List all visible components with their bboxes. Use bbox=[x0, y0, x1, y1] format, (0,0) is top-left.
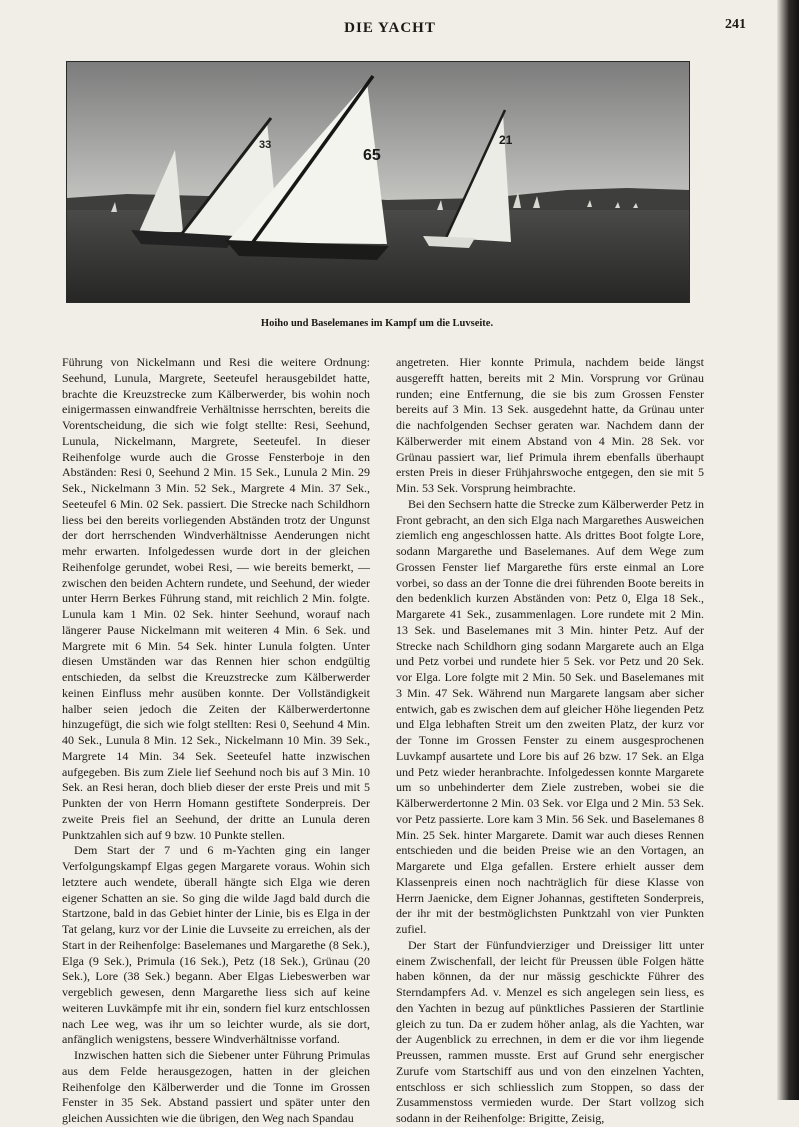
left-column bbox=[62, 355, 370, 1127]
sailing-photo bbox=[66, 61, 690, 303]
paragraph: Inzwischen hatten sich die Siebener unter Führung Primulas aus dem Felde herausgezogen, hatten in der gleichen Reihenfolge den Kälberwerder und die Tonne im Grossen Fenster in 35 Sek. Abstand passiert und später unter den gleichen Aussichten wie die übrigen, den Weg nach Spandau bbox=[62, 1048, 370, 1125]
right-column bbox=[396, 355, 704, 1127]
sail-number-right: 21 bbox=[499, 133, 513, 147]
sail-number-left: 33 bbox=[259, 139, 272, 151]
paragraph: angetreten. Hier konnte Primula, nachdem beide längst ausgerefft hatten, bereits mit 2 Min. Vorsprung vor Grünau runden; eine Entfernung, die sie bis zum Grossen Fenster bereits auf 3 Min. 13 Sek. ausgedehnt hatte, da Grünau unter die nachfolgenden Sechser geraten war. Nachdem dann der Kälberwerder mit einem Abstand von 4 Min. 28 Sek. vor Grünau passiert war, lief Primula ihrem ebenfalls überhaupt ersten Preis in dieser Frühjahrswoche entgegen, den sie mit 5 Min. 53 Sek. Vorsprung heimbrachte. bbox=[396, 355, 704, 495]
page-number: 241 bbox=[725, 17, 746, 32]
paragraph: Der Start der Fünfundvierziger und Dreissiger litt unter einem Zwischenfall, der leicht für Preussen üble Folgen hätte haben können, da der nur mässig geschickte Führer des Sterndampfers Ad. v. Menzel es sich angelegen sein liess, es den Yachten in bezug auf pünktliches Passieren der Startlinie gleich zu tun. Da er zudem höher anlag, als die Yachten, war der Augenblick zu errechnen, in dem er die vor ihm liegende Preussen, rammen musste. Erst auf Grund sehr energischer Zurufe vom Startschiff aus und von den einzelnen Yachten, entschloss er sich schliesslich zum Stoppen, so dass der Zusammenstoss vermieden wurde. Der Start vollzog sich sodann in der Reihenfolge: Brigitte, Zeisig, bbox=[396, 937, 704, 1125]
sail-number-center: 65 bbox=[363, 147, 381, 164]
binding-gutter bbox=[777, 0, 799, 1100]
photo-caption: Hoiho und Baselemanes im Kampf um die Luvseite. bbox=[260, 318, 494, 329]
paragraph: Führung von Nickelmann und Resi die weitere Ordnung: Seehund, Lunula, Margrete, Seeteufel herausgebildet hatte, brachte die Kreuzstrecke zum Kälberwerder, bis wohin noch einigermassen einwandfreie Verhältnisse herrschten, bereits die Vorentscheidung, die sich wie folgt stellte: Resi, Seehund, Lunula, Nickelmann, Margrete, Seeteufel. In dieser Reihenfolge wurde auch die Grosse Fensterboje in den Abständen: Resi 0, Seehund 2 Min. 15 Sek., Lunula 2 Min. 29 Sek., Nickelmann 3 Min. 52 Sek., Margrete 4 Min. 37 Sek., Seeteufel 6 Min. 02 Sek. passiert. Die Strecke nach Schildhorn liess bei den bereits vorliegenden Abständen trotz der Ungunst der dort herrschenden Windverhältnisse Aenderungen nicht mehr erwarten. Infolgedessen wurde dort in der gleichen Reihenfolge gerundet, wobei Resi, — wie bereits bemerkt, — zwischen den beiden Achtern rundete, und Seehund, der wieder unter Herrn Berkes Führung stand, mit reichlich 2 Min. folgte. Lunula kam 1 Min. 02 Sek. hinter Seehund, worauf nach längerer Pause Nickelmann mit weiteren 4 Min. 6 Sek. und Margrete mit 6 Min. 54 Sek. hinter Lunula folgten. Unter diesen Umständen war das Rennen hier schon endgültig entschieden, da selbst die Kreuzstrecke zum Kälberwerder keinen Einfluss mehr ausüben konnte. Der Vollständigkeit halber seien jedoch die Zeiten der Kälberwerdertonne hinzugefügt, die sich wie folgt stellten: Resi 0, Seehund 4 Min. 40 Sek., Lunula 8 Min. 12 Sek., Nickelmann 10 Min. 39 Sek., Margrete 14 Min. 34 Sek. Seeteufel hatte inzwischen aufgegeben. Bis zum Ziele lief Seehund noch bis auf 3 Min. 10 Sek. an Resi heran, doch blieb dieser der erste Preis und mit 5 Punkten der von Herrn Homann gestiftete Sonderpreis. Der zweite Preis fiel an Seehund, der dritte an Lunula deren Punktzahlen sich auf 9 bzw. 10 Punkte stellen. bbox=[62, 355, 370, 842]
paragraph: Dem Start der 7 und 6 m-Yachten ging ein langer Verfolgungskampf Elgas gegen Margarete voraus. Wohin sich letztere auch wendete, überall hängte sich Elga wie deren eigener Schatten an sie. So ging die wilde Jagd bald durch die Startzone, bald in das Gebiet hinter der Linie, bis es Elga in der Tat gelang, kurz vor der Linie die Luvseite zu erreichen, als der Start in der Reihenfolge: Baselemanes und Margarethe (8 Sek.), Elga (9 Sek.), Primula (16 Sek.), Petz (18 Sek.), Grünau (20 Sek.), Lore (38 Sek.) begann. Aber Elgas Liebeswerben war vergeblich gewesen, denn Margarethe liess sich auf keine weiteren Luvkämpfe mit ihr ein, sondern fiel kurz entschlossen nach Lee weg, was ihr um so leichter wurde, als sie dort, anfänglich wenigstens, bessere Windverhältnisse vorfand. bbox=[62, 843, 370, 1047]
sailing-photo-illustration bbox=[67, 62, 689, 302]
paragraph: Bei den Sechsern hatte die Strecke zum Kälberwerder Petz in Front gebracht, an den sich Elga nach Margarethes Ausweichen ziemlich eng angeschlossen hatte. Als drittes Boot folgte Lore, sodann Margarethe und Baselemanes. Auf dem Wege zum Grossen Fenster lief Margarethe fürs erste einmal an Lore vorbei, so dass an der Tonne die drei führenden Boote bereits in den bedenklich kurzen Abständen von: Petz 0, Elga 18 Sek., Margarete 41 Sek., zusammenlagen. Lore rundete mit 2 Min. 13 Sek. und Baselemanes mit 3 Min. hinter Petz. Auf der Strecke nach Schildhorn ging sodann Margarete auch an Elga und Petz vorbei und rundete hier 5 Sek. vor Petz und 20 Sek. vor Elga. Lore folgte mit 2 Min. 50 Sek. und Baselemanes mit 3 Min. 47 Sek. Während nun Margarete langsam aber sicher entwich, gab es zwischen dem auf gleicher Höhe liegenden Petz und Elga lebhaften Streit um den zweiten Platz, der kurz vor der Tonne im Grossen Fenster zu einem ausgesprochenen Luvkampf ausartete und Lore bis auf 26 bzw. 17 Sek. an Elga und Petz wieder heranbrachte. Infolgedessen konnte Margarete um so unbehinderter dem Ziele zustreben, wobei sie die Kälberwerdertonne 2 Min. 03 Sek. vor Elga und 2 Min. 53 Sek. vor Petz passierte. Lore kam 3 Min. 56 Sek. und Baselemanes 8 Min. 25 Sek. hinter Margarete. Damit war auch dieses Rennen entschieden und die beiden Preise wie an den Vortagen, an Margarete und Elga gefallen. Erstere erhielt ausser dem Klassenpreis einen noch nachträglich für diese Klasse von Herrn Jaenicke, dem Eigner Johannas, gestifteten Sonderpreis, der ihr mit der bestmöglichsten Punktzahl von vier Punkten zufiel. bbox=[396, 496, 704, 936]
page-header bbox=[60, 16, 746, 46]
running-title: DIE YACHT bbox=[344, 20, 436, 36]
